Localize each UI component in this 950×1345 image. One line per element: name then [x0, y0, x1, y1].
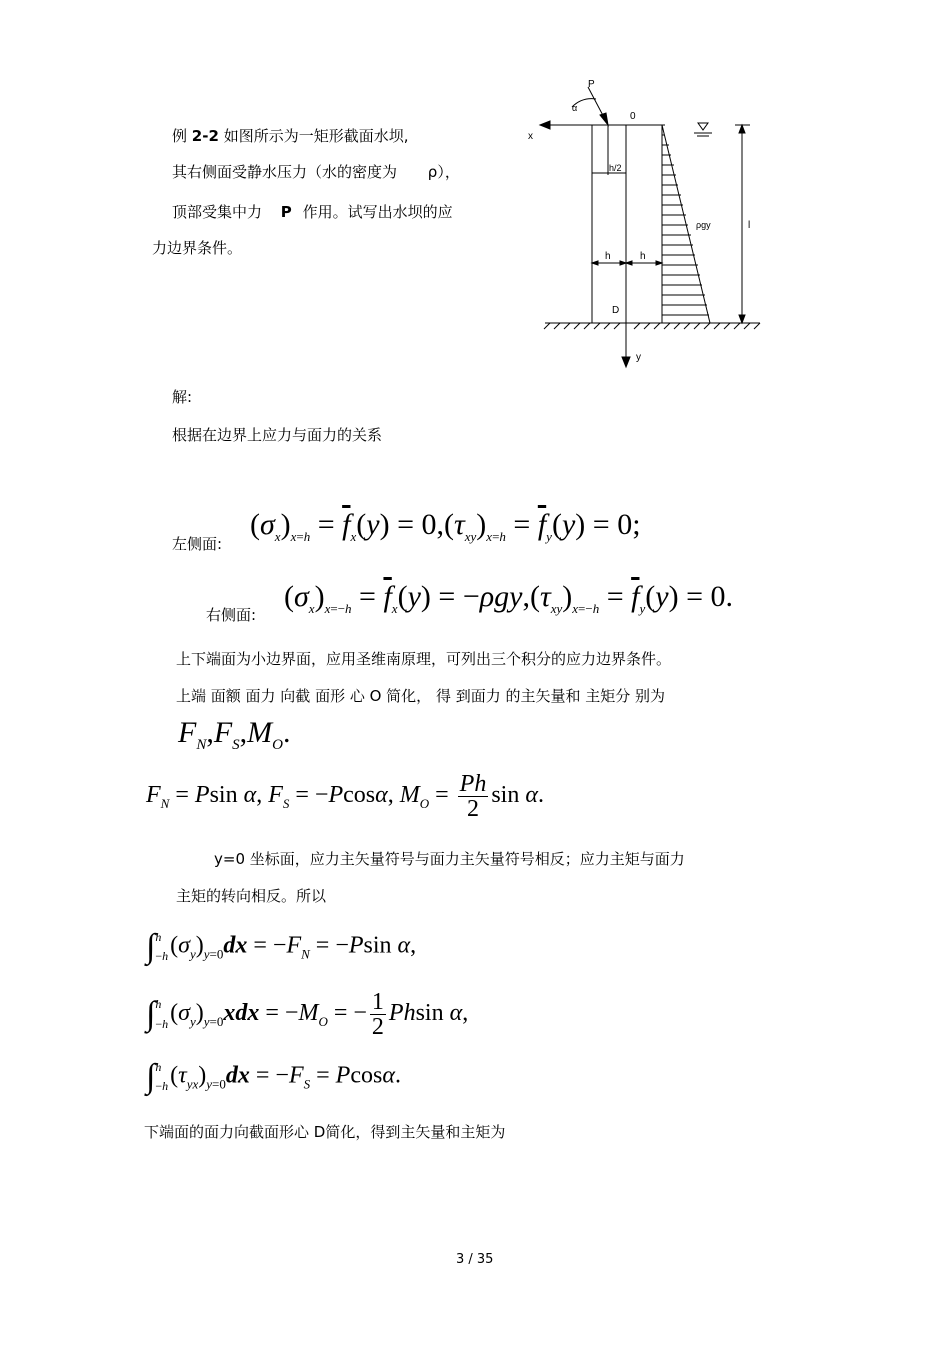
y-axis-arrow [622, 357, 630, 367]
problem-rho: ρ）， [427, 163, 460, 181]
label-alpha: α [572, 103, 578, 113]
label-y: y [636, 352, 641, 363]
left-face-label: 左侧面: [172, 535, 223, 553]
problem-force-p: P [280, 203, 292, 221]
top-simplify-text: 上端 面额 面力 向截 面形 心 O 简化， 得 到面力 的主矢量和 主矩分 别为 [176, 687, 666, 705]
label-x: x [528, 131, 533, 142]
bottom-simplify-text: 下端面的面力向截面形心 D简化，得到主矢量和主矩为 [144, 1123, 506, 1141]
water-level-icon [698, 123, 708, 130]
ground-hatch [544, 323, 760, 329]
label-rho-g-y: ρgy [696, 220, 711, 230]
integral-eq-3: ∫h $-h(\tau_{yx})_{y=0}dx = -F_S = Pcos\alpha$. [146, 1058, 401, 1096]
resultant-equation: $F_N = Psin$ α, $F_S = -Pcos\alpha$, $M_O$ = $\frac{Ph}{2}$ sin α. [146, 771, 544, 822]
y0-text-2: 主矩的转向相反。所以 [176, 887, 327, 905]
small-boundary-text: 上下端面为小边界面，应用圣维南原理，可列出三个积分的应力边界条件。 [176, 650, 672, 668]
problem-text-2: 其右侧面受静水压力（水的密度为 [172, 163, 398, 181]
problem-line-4: 力边界条件。 [152, 239, 243, 257]
problem-text-1: 如图所示为一矩形截面水坝, [223, 127, 409, 145]
integral-eq-2: ∫h $-h(\sigma_y)_{y=0}xdx = -M_O$ = − $\frac{1}{2}$ Phsin α, [146, 989, 469, 1040]
dam-diagram [520, 75, 780, 375]
y0-text-1: y=0 坐标面，应力主矢量符号与面力主矢量符号相反；应力主矩与面力 [214, 850, 685, 868]
problem-text-3a: 顶部受集中力 [172, 203, 263, 221]
problem-line-2 [172, 165, 460, 180]
label-h-right: h [640, 251, 646, 262]
problem-number: 2-2 [191, 127, 219, 145]
x-axis-arrow [540, 121, 550, 129]
right-face-equation: $(\sigma_x)_{x=-h} = \overline{f}_x(y) = -\rho gy,(\tau_{xy})_{x=-h} = \overline{f}_y(y) = 0$. [284, 580, 733, 616]
label-l: l [748, 220, 751, 231]
problem-prefix: 例 [172, 127, 188, 145]
label-d: D [612, 305, 620, 316]
problem-text-3b: 作用。试写出水坝的应 [302, 203, 453, 221]
label-h-left: h [605, 251, 611, 262]
label-h-half: h/2 [609, 163, 622, 173]
label-origin: 0 [630, 111, 636, 122]
page-number: 3 / 35 [456, 1252, 494, 1267]
problem-line-3 [172, 205, 453, 220]
problem-line-1 [172, 129, 408, 144]
left-face-equation: $(\sigma_x)_{x=h} = \overline{f}_x(y) = 0,(\tau_{xy})_{x=h} = \overline{f}_y(y) = 0$; [250, 508, 641, 544]
label-p: P [588, 79, 595, 90]
right-face-label: 右侧面: [206, 606, 257, 624]
integral-eq-1: ∫h $-h(\sigma_y)_{y=0}dx = -F_N = -Psin$ α, [146, 928, 417, 966]
force-p-arrow [600, 113, 608, 125]
solution-heading: 解: [172, 388, 193, 406]
resultant-symbols: $F_N,F_S,M_O$. [178, 716, 291, 753]
solution-intro: 根据在边界上应力与面力的关系 [172, 426, 383, 444]
